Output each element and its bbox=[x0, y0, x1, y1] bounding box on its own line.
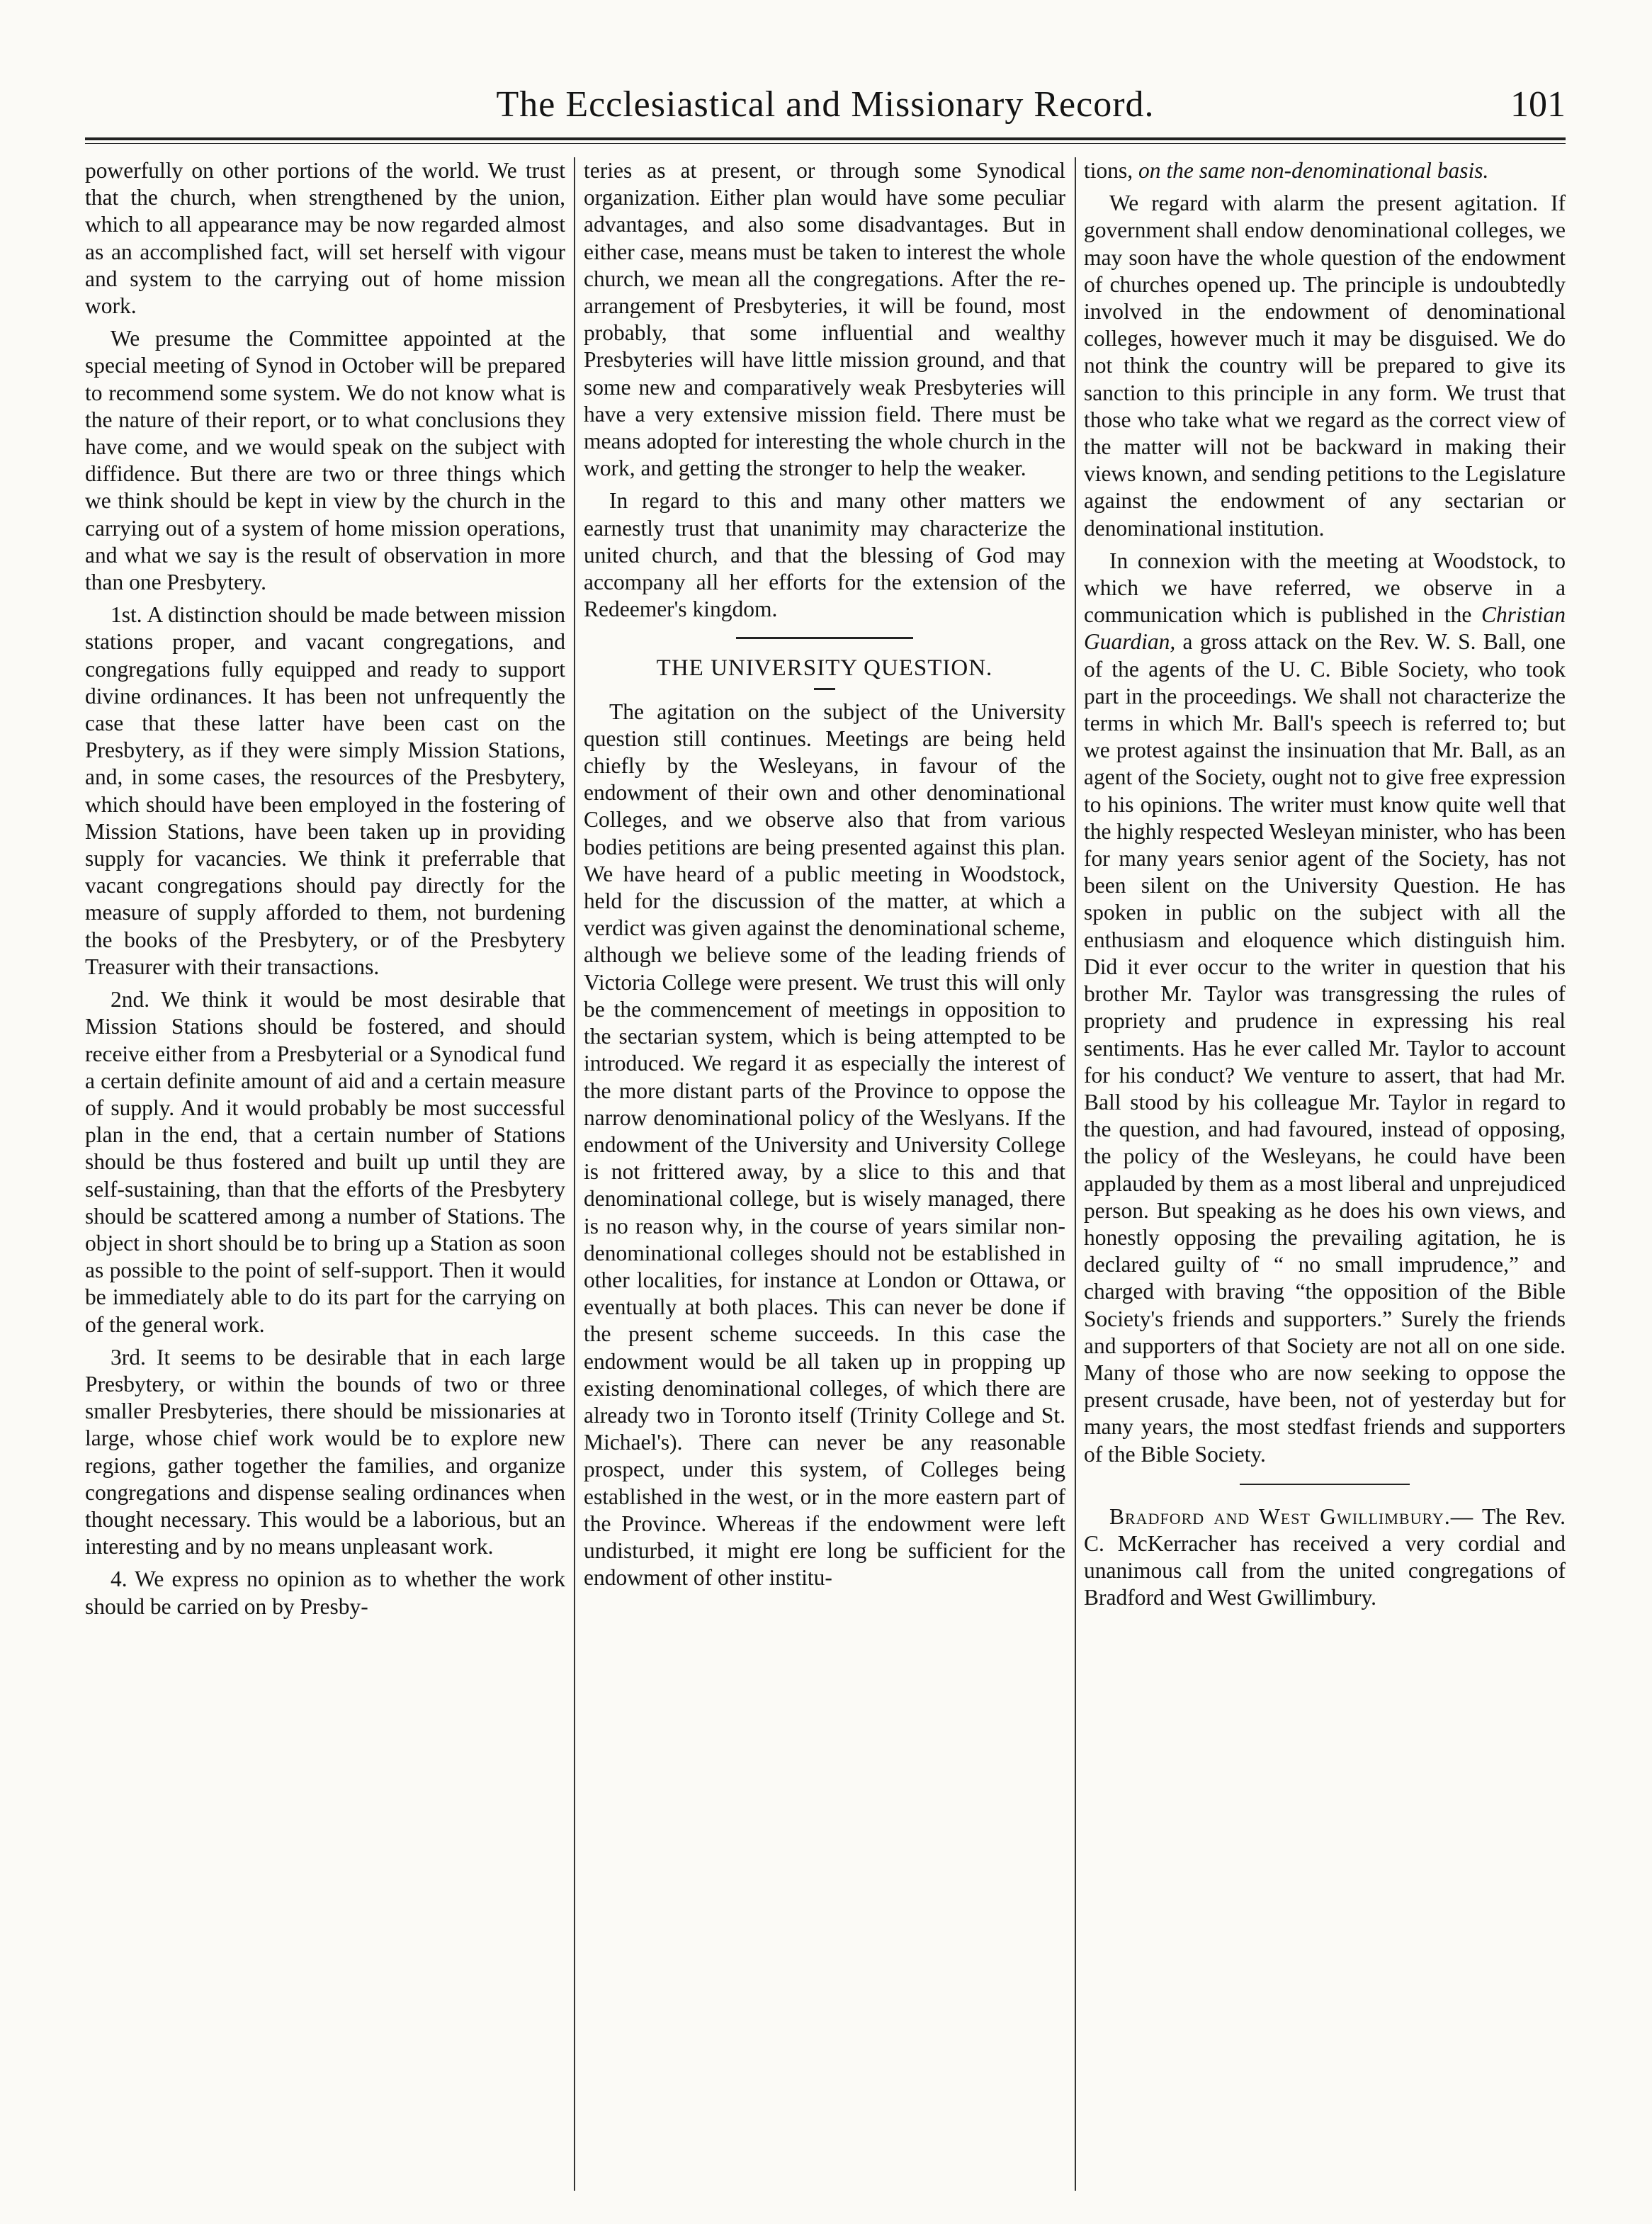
paragraph: 4. We express no opinion as to whether the work should be carried on by Presby- bbox=[85, 1567, 565, 1619]
heading-dash bbox=[814, 688, 835, 690]
page-number: 101 bbox=[1510, 84, 1566, 125]
notice-text: The Rev. C. McKerracher has received a very cordial and unanimous call from the united congregations of Bradford and West Gwillimbury. bbox=[1084, 1503, 1566, 1610]
italic-text: on the same non-denominational basis. bbox=[1138, 158, 1489, 183]
paragraph: 3rd. It seems to be desirable that in each large Presbytery, or within the bounds of two or three smaller Presbyteries, there should be missionaries at large, whose chief work would be to explore new regions, gather together the families, and organize congregations and dispense sealing ordinances when thought necessary. This would be a laborious, but an interesting and by no means unpleasant work. bbox=[85, 1344, 565, 1559]
paragraph: 1st. A distinction should be made between mission stations proper, and vacant congregations, and congregations fully equipped and ready to support divine ordinances. It has been not unfrequently the case that these latter have been cast on the Presbytery, as if they were simply Mission Stations, and, in some cases, the resources of the Presbytery, which should have been employed in the fostering of Mission Stations, have been taken up in providing supply for vacancies. We think it preferrable that vacant congregations should pay directly for the measure of supply afforded to them, not burdening the books of the Presbytery, or of the Presbytery Treasurer with their transactions. bbox=[85, 602, 565, 979]
section-divider bbox=[736, 637, 913, 639]
paragraph: We regard with alarm the present agitation. If government shall endow denominational colleges, we may soon have the whole question of the endowment of churches opened up. The principle is undoubtedly involved in the endowment of denominational colleges, however much it may be disguised. We do not think the country will be prepared to give its sanction to this principle in any form. We trust that those who take what we regard as the correct view of the matter will not be backward in making their views known, and sending petitions to the Legislature against the endowment of any sectarian or denominational institution. bbox=[1084, 191, 1566, 541]
notice-paragraph bbox=[1084, 1503, 1566, 1612]
column-divider-2 bbox=[1075, 157, 1076, 2191]
column-1 bbox=[85, 157, 565, 2198]
text-run: a gross attack on the Rev. W. S. Ball, one of the agents of the U. C. Bible Society, who took part in the proceedings. We shall not characterize the terms in which Mr. Ball's speech is referred to; but we protest against the insinuation that Mr. Ball, as an agent of the Society, ought not to give free expression to his opinions. The writer must know quite well that the highly respected Wesleyan minister, who has been for many years senior agent of the Society, has not been silent on the University Question. He has spoken in public on the subject with all the enthusiasm and eloquence which distinguish him. Did it ever occur to the writer in question that his brother Mr. Taylor was transgressing the rules of propriety and prudence in expressing his real sentiments. Has he ever called Mr. Taylor to account for his conduct? We venture to assert, that had Mr. Ball stood by his colleague Mr. Taylor in regard to the question, and had favoured, instead of opposing, the policy of the Wesleyans, he could have been applauded by them as a most liberal and unprejudiced person. But speaking as he does his own views, and honestly opposing the prevailing agitation, he is declared guilty of “ no small imprudence,” and charged with braving “the opposition of the Bible Society's friends and supporters.” Surely the friends and supporters of that Society are not all on one side. Many of those who are now seeking to oppose the present crusade, have been, not of yesterday but for many years, the most stedfast friends and supporters of the Bible Society. bbox=[1084, 629, 1566, 1467]
paragraph bbox=[1084, 548, 1566, 1468]
column-divider-1 bbox=[574, 157, 575, 2191]
section-heading: THE UNIVERSITY QUESTION. bbox=[656, 655, 993, 682]
text-run: tions, bbox=[1084, 158, 1133, 183]
page-title: The Ecclesiastical and Missionary Record. bbox=[496, 84, 1155, 125]
paragraph: We presume the Committee appointed at the special meeting of Synod in October will be prepared to recommend some system. We do not know what is the nature of their report, or to what conclusions they have come, and we would speak on the subject with diffidence. But there are two or three things which we think should be kept in view by the church in the carrying out of a system of home mission operations, and what we say is the result of observation in more than one Presbytery. bbox=[85, 326, 565, 595]
paragraph: teries as at present, or through some Synodical organization. Either plan would have some peculiar advantages, and also some disadvantages. But in either case, means must be taken to interest the whole church, we mean all the congregations. After the re-arrangement of Presbyteries, it will be found, most probably, that some influential and wealthy Presbyteries will have little mission ground, and that some new and comparatively weak Presbyteries will have a very extensive mission field. There must be means adopted for interesting the whole church in the work, and getting the stronger to help the weaker. bbox=[584, 158, 1065, 481]
header-rule-thin bbox=[85, 143, 1566, 144]
paragraph: powerfully on other portions of the world. We trust that the church, when strengthened by the union, which to all appearance may be now regarded almost as an accomplished fact, will set herself with vigour and system to the carrying out of home mission work. bbox=[85, 158, 565, 319]
paragraph: 2nd. We think it would be most desirable that Mission Stations should be fostered, and should receive either from a Presbyterial or a Synodical fund a certain definite amount of aid and a certain measure of supply. And it would probably be most successful plan in the end, that a certain number of Stations should be thus fostered and built up until they are self-sustaining, than that the efforts of the Presbytery should be scattered among a number of Stations. The object in short should be to bring up a Station as soon as possible to the point of self-support. Then it would be immediately able to do its part for the carrying on of the general work. bbox=[85, 987, 565, 1337]
italic-text: Christian Guardian, bbox=[1084, 602, 1566, 655]
paragraph: In regard to this and many other matters we earnestly trust that unanimity may characterize the united church, and that the blessing of God may accompany all her efforts for the extension of the Redeemer's kingdom. bbox=[584, 488, 1065, 622]
paragraph bbox=[1084, 157, 1566, 184]
column-2 bbox=[584, 157, 1065, 2198]
notice-divider bbox=[1240, 1484, 1410, 1485]
paragraph: The agitation on the subject of the University question still continues. Meetings are being held chiefly by the Wesleyans, in favour of the endowment of their own and other denominational Colleges, and we observe also that from various bodies petitions are being presented against this plan. We have heard of a public meeting in Woodstock, held for the discussion of the matter, at which a verdict was given against the denominational scheme, although we believe some of the leading friends of Victoria College were present. We trust this will only be the commencement of meetings in opposition to the sectarian system, which is being attempted to be introduced. We regard it as especially the interest of the more distant parts of the Province to oppose the narrow denominational policy of the Weslyans. If the endowment of the University and University College is not frittered away, by a slice to this and that denominational college, but is wisely managed, there is no reason why, in the course of years similar non-denominational colleges should not be established in other localities, for instance at London or Ottawa, or eventually at both places. This can never be done if the present scheme succeeds. In this case the endowment would be all taken up in propping up existing denominational colleges, of which there are already two in Toronto itself (Trinity College and St. Michael's). There can never be any reasonable prospect, under this system, of Colleges being established in the west, or in the more eastern part of the Province. Whereas if the endowment were left undisturbed, it might ere long be sufficient for the endowment of other institu- bbox=[584, 699, 1065, 1591]
text-run: In connexion with the meeting at Woodstock, to which we have referred, we observe in a communication which is published in the bbox=[1084, 548, 1566, 628]
notice-heading: Bradford and West Gwillimbury.— bbox=[1109, 1503, 1474, 1529]
column-3 bbox=[1084, 157, 1566, 2198]
header-rule-thick bbox=[85, 137, 1566, 140]
